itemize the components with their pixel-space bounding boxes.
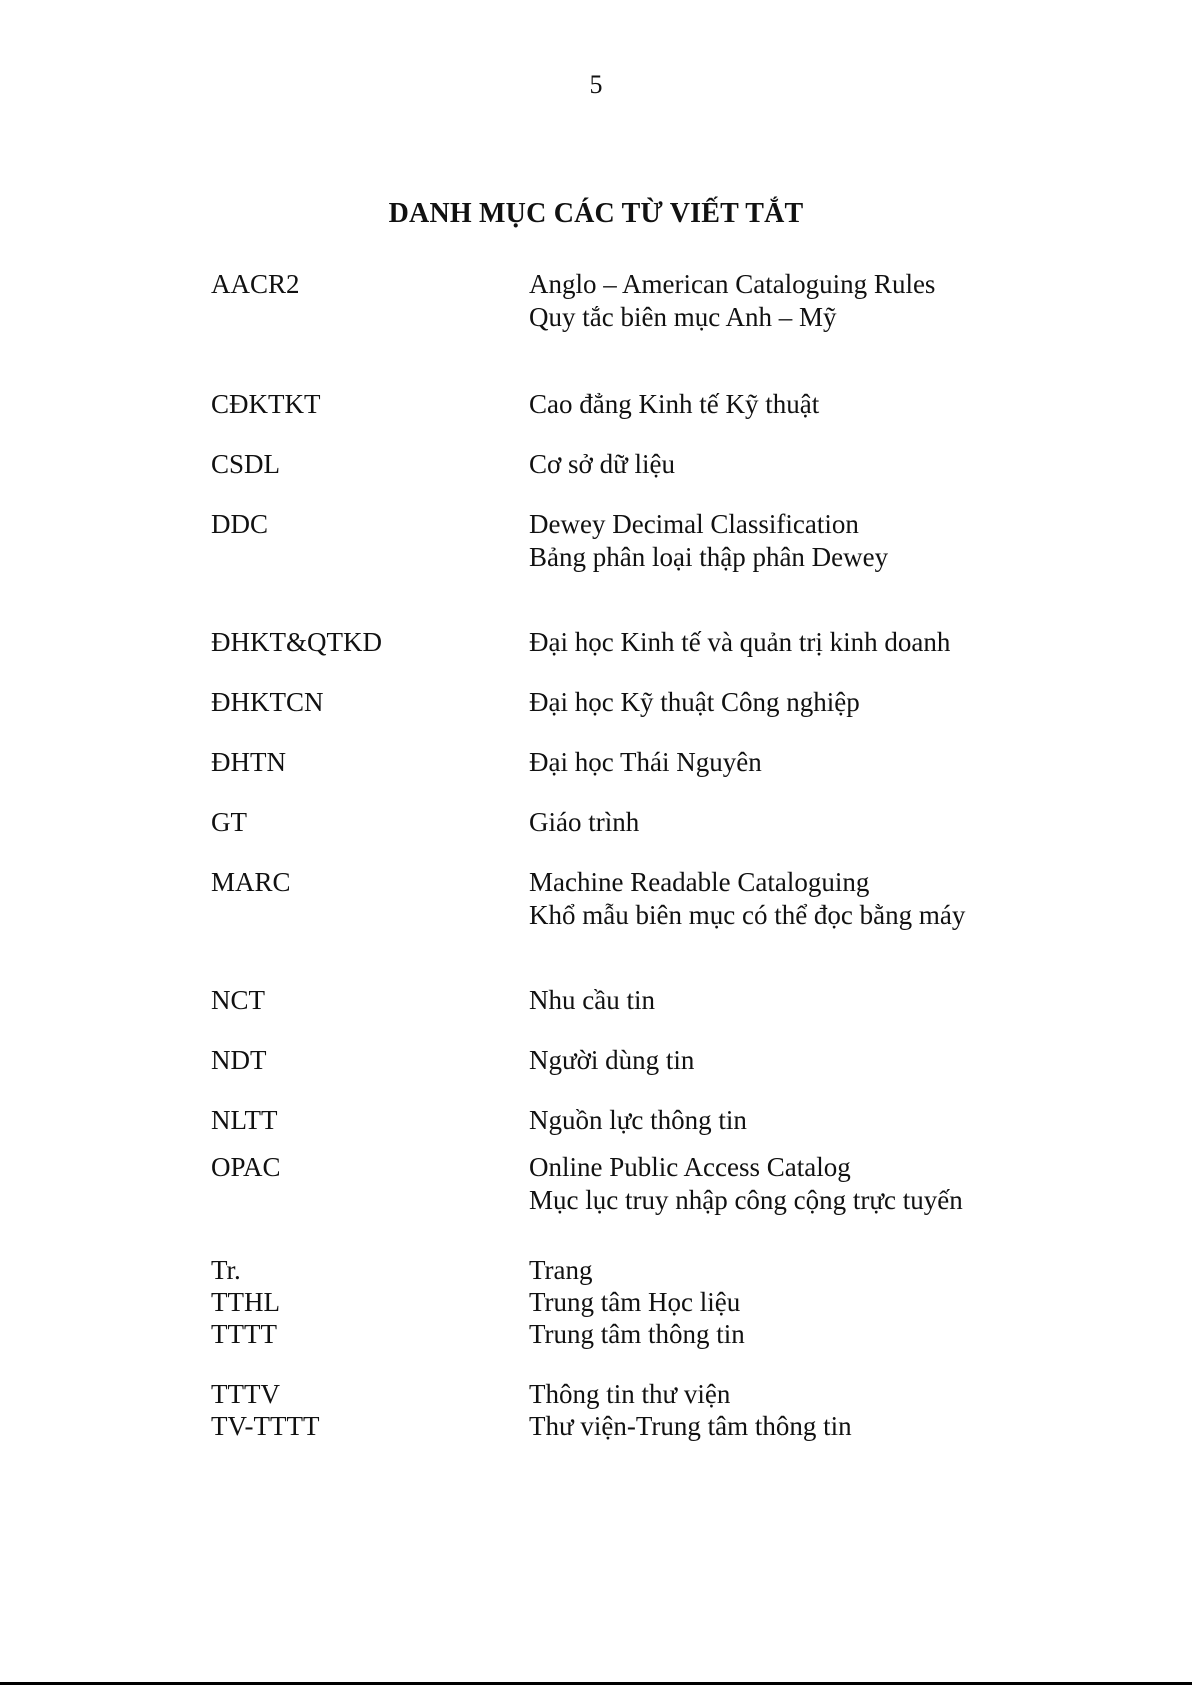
abbreviation-meaning: [529, 1286, 740, 1319]
abbreviation-meaning: [529, 1044, 694, 1077]
meaning-line: Quy tắc biên mục Anh – Mỹ: [529, 302, 837, 332]
meaning-line: Bảng phân loại thập phân Dewey: [529, 542, 889, 572]
meaning-line: Đại học Thái Nguyên: [529, 747, 762, 777]
abbreviation-term: OPAC: [211, 1152, 281, 1182]
abbreviation-term: NLTT: [211, 1105, 278, 1135]
meaning-line: Mục lục truy nhập công cộng trực tuyến: [529, 1185, 963, 1215]
abbreviation-meaning: [529, 508, 888, 574]
page-number: 5: [589, 70, 603, 99]
meaning-line: Trang: [529, 1255, 593, 1285]
abbreviation-term: NCT: [211, 985, 265, 1015]
page-title: DANH MỤC CÁC TỪ VIẾT TẮT: [388, 198, 804, 229]
meaning-line: Cơ sở dữ liệu: [529, 449, 675, 479]
abbreviation-term: TTHL: [211, 1287, 280, 1317]
abbreviation-meaning: [529, 984, 655, 1017]
meaning-line: Người dùng tin: [529, 1045, 695, 1075]
meaning-line: Machine Readable Cataloguing: [529, 867, 870, 897]
abbreviation-meaning: [529, 866, 965, 932]
meaning-line: Cao đẳng Kinh tế Kỹ thuật: [529, 389, 820, 419]
abbreviation-term: GT: [211, 807, 247, 837]
abbreviation-term: NDT: [211, 1045, 267, 1075]
meaning-line: Trung tâm Học liệu: [529, 1287, 741, 1317]
abbreviation-meaning: [529, 806, 639, 839]
abbreviation-term: ĐHKTCN: [211, 687, 324, 717]
meaning-line: Nguồn lực thông tin: [529, 1105, 747, 1135]
abbreviation-term: ĐHKT&QTKD: [211, 627, 382, 657]
abbreviation-meaning: [529, 1104, 747, 1137]
abbreviation-meaning: [529, 448, 675, 481]
abbreviation-meaning: [529, 1254, 593, 1287]
meaning-line: Đại học Kỹ thuật Công nghiệp: [529, 687, 860, 717]
abbreviation-meaning: [529, 1410, 852, 1443]
abbreviation-term: MARC: [211, 867, 291, 897]
abbreviation-term: TTTV: [211, 1379, 280, 1409]
abbreviation-meaning: [529, 1151, 963, 1217]
abbreviation-term: TV-TTTT: [211, 1411, 320, 1441]
meaning-line: Thông tin thư viện: [529, 1379, 731, 1409]
abbreviation-meaning: [529, 268, 935, 334]
abbreviation-term: AACR2: [211, 269, 300, 299]
abbreviation-meaning: [529, 626, 950, 659]
meaning-line: Online Public Access Catalog: [529, 1152, 851, 1182]
abbreviation-term: Tr.: [211, 1255, 241, 1285]
abbreviation-term: TTTT: [211, 1319, 277, 1349]
abbreviation-term: ĐHTN: [211, 747, 286, 777]
meaning-line: Anglo – American Cataloguing Rules: [529, 269, 936, 299]
meaning-line: Trung tâm thông tin: [529, 1319, 745, 1349]
abbreviation-term: CSDL: [211, 449, 281, 479]
abbreviation-meaning: [529, 1318, 745, 1351]
abbreviation-meaning: [529, 686, 860, 719]
abbreviation-meaning: [529, 1378, 730, 1411]
abbreviation-meaning: [529, 746, 762, 779]
meaning-line: Đại học Kinh tế và quản trị kinh doanh: [529, 627, 951, 657]
abbreviation-meaning: [529, 388, 819, 421]
meaning-line: Thư viện-Trung tâm thông tin: [529, 1411, 852, 1441]
meaning-line: Khổ mẫu biên mục có thể đọc bằng máy: [529, 900, 966, 930]
abbreviation-term: DDC: [211, 509, 269, 539]
meaning-line: Nhu cầu tin: [529, 985, 655, 1015]
abbreviation-term: CĐKTKT: [211, 389, 321, 419]
meaning-line: Dewey Decimal Classification: [529, 509, 859, 539]
meaning-line: Giáo trình: [529, 807, 640, 837]
